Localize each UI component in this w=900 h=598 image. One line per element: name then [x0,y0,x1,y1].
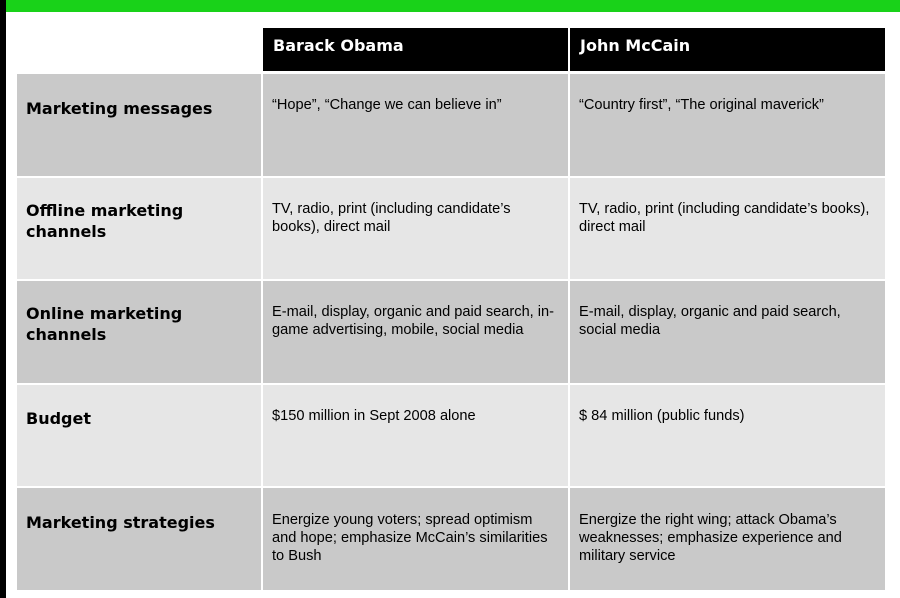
cell-mccain-online-channels: E-mail, display, organic and paid search, social media [570,281,885,383]
top-accent-bar [0,0,900,12]
row-label-marketing-strategies: Marketing strategies [17,488,261,590]
cell-obama-marketing-strategies: Energize young voters; spread optimism and hope; emphasize McCain’s similarities to Bush [263,488,568,590]
cell-obama-budget: $150 million in Sept 2008 alone [263,385,568,486]
cell-obama-online-channels: E-mail, display, organic and paid search, in-game advertising, mobile, social media [263,281,568,383]
cell-mccain-budget: $ 84 million (public funds) [570,385,885,486]
cell-mccain-marketing-messages: “Country first”, “The original maverick” [570,74,885,176]
row-label-budget: Budget [17,385,261,486]
cell-obama-offline-channels: TV, radio, print (including candidate’s books), direct mail [263,178,568,279]
cell-mccain-offline-channels: TV, radio, print (including candidate’s books), direct mail [570,178,885,279]
column-header-obama: Barack Obama [263,28,568,71]
row-label-marketing-messages: Marketing messages [17,74,261,176]
row-label-offline-channels: Offline marketing channels [17,178,261,279]
column-header-mccain: John McCain [570,28,885,71]
left-border [0,0,6,598]
cell-mccain-marketing-strategies: Energize the right wing; attack Obama’s weaknesses; emphasize experience and military service [570,488,885,590]
row-label-online-channels: Online marketing channels [17,281,261,383]
cell-obama-marketing-messages: “Hope”, “Change we can believe in” [263,74,568,176]
